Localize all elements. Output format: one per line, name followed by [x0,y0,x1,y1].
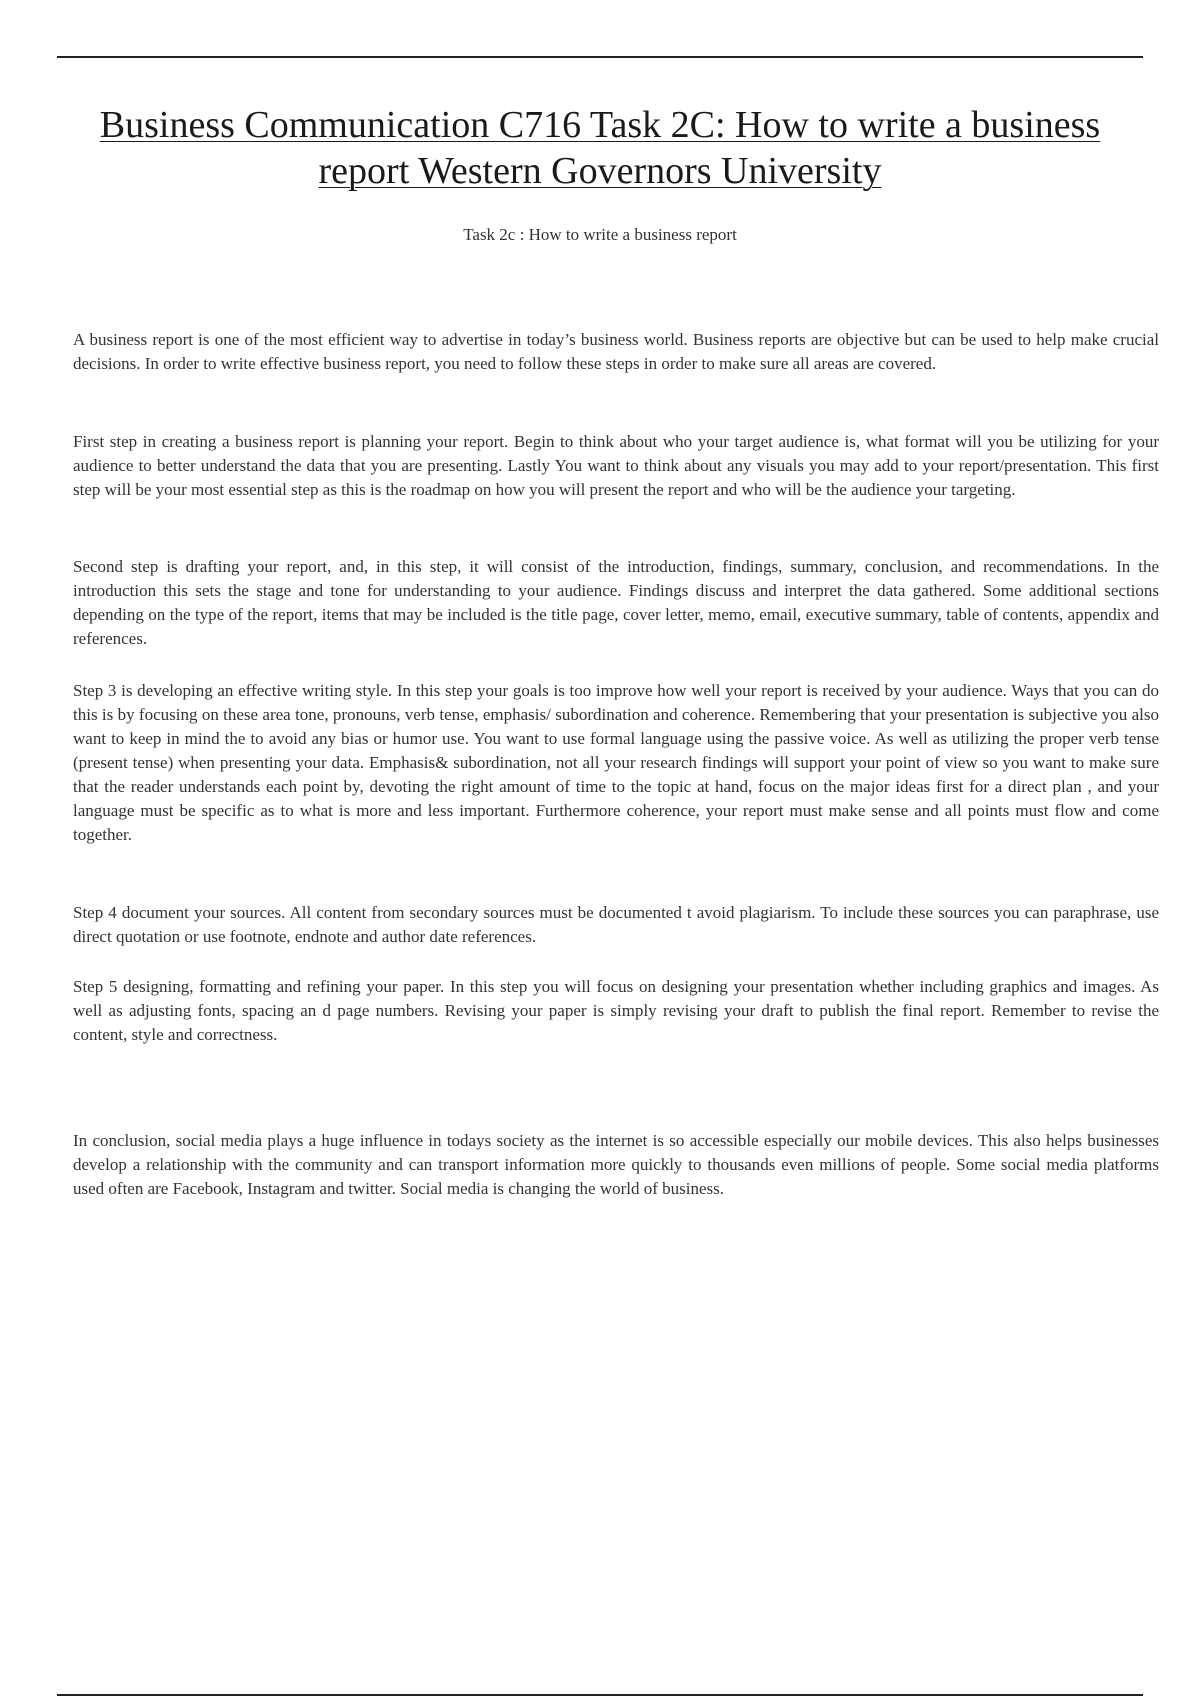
bottom-divider [57,1694,1143,1696]
paragraph-step-5: Step 5 designing, formatting and refining your paper. In this step you will focus on designing your presentation whether including graphics and images. As well as adjusting fonts, spacing an d page numbers. Revising your paper is simply revising your draft to publish the final report. Remember to revise the content, style and correctness. [73,977,1159,1044]
paragraph-step-2: Second step is drafting your report, and, in this step, it will consist of the introduction, findings, summary, conclusion, and recommendations. In the introduction this sets the stage and tone for understanding to your audience. Findings discuss and interpret the data gathered. Some additional sections depending on the type of the report, items that may be included is the title page, cover letter, memo, email, executive summary, table of contents, appendix and references. [73,557,1159,648]
paragraph-step-4: Step 4 document your sources. All content from secondary sources must be documented t avoid plagiarism. To include these sources you can paraphrase, use direct quotation or use footnote, endnote and author date references. [73,903,1159,946]
document-title: Business Communication C716 Task 2C: How to write a business report Western Governors University [99,104,1101,192]
paragraph-step-3: Step 3 is developing an effective writing style. In this step your goals is too improve how well your report is received by your audience. Ways that you can do this is by focusing on these area tone, pronouns, verb tense, emphasis/ subordination and coherence. Remembering that your presentation is subjective you also want to keep in mind the to avoid any bias or humor use. You want to use formal language using the passive voice. As well as utilizing the proper verb tense (present tense) when presenting your data. Emphasis& subordination, not all your research findings will support your point of view so you want to make sure that the reader understands each point by, devoting the right amount of time to the topic at hand, focus on the major ideas first for a direct plan , and your language must be specific as to what is more and less important. Furthermore coherence, your report must make sense and all points must flow and come together. [73,681,1159,844]
paragraph-step-1: First step in creating a business report is planning your report. Begin to think about who your target audience is, what format will you be utilizing for your audience to better understand the data that you are presenting. Lastly You want to think about any visuals you may add to your report/presentation. This first step will be your most essential step as this is the roadmap on how you will present the report and who will be the audience your targeting. [73,432,1159,499]
top-divider [57,56,1143,58]
document-subtitle: Task 2c : How to write a business report [463,225,737,244]
paragraph-introduction: A business report is one of the most efficient way to advertise in today’s business world. Business reports are objective but can be used to help make crucial decisions. In order to write effective business report, you need to follow these steps in order to make sure all areas are covered. [73,330,1159,373]
paragraph-conclusion: In conclusion, social media plays a huge influence in todays society as the internet is so accessible especially our mobile devices. This also helps businesses develop a relationship with the community and can transport information more quickly to thousands even millions of people. Some social media platforms used often are Facebook, Instagram and twitter. Social media is changing the world of business. [73,1131,1159,1198]
